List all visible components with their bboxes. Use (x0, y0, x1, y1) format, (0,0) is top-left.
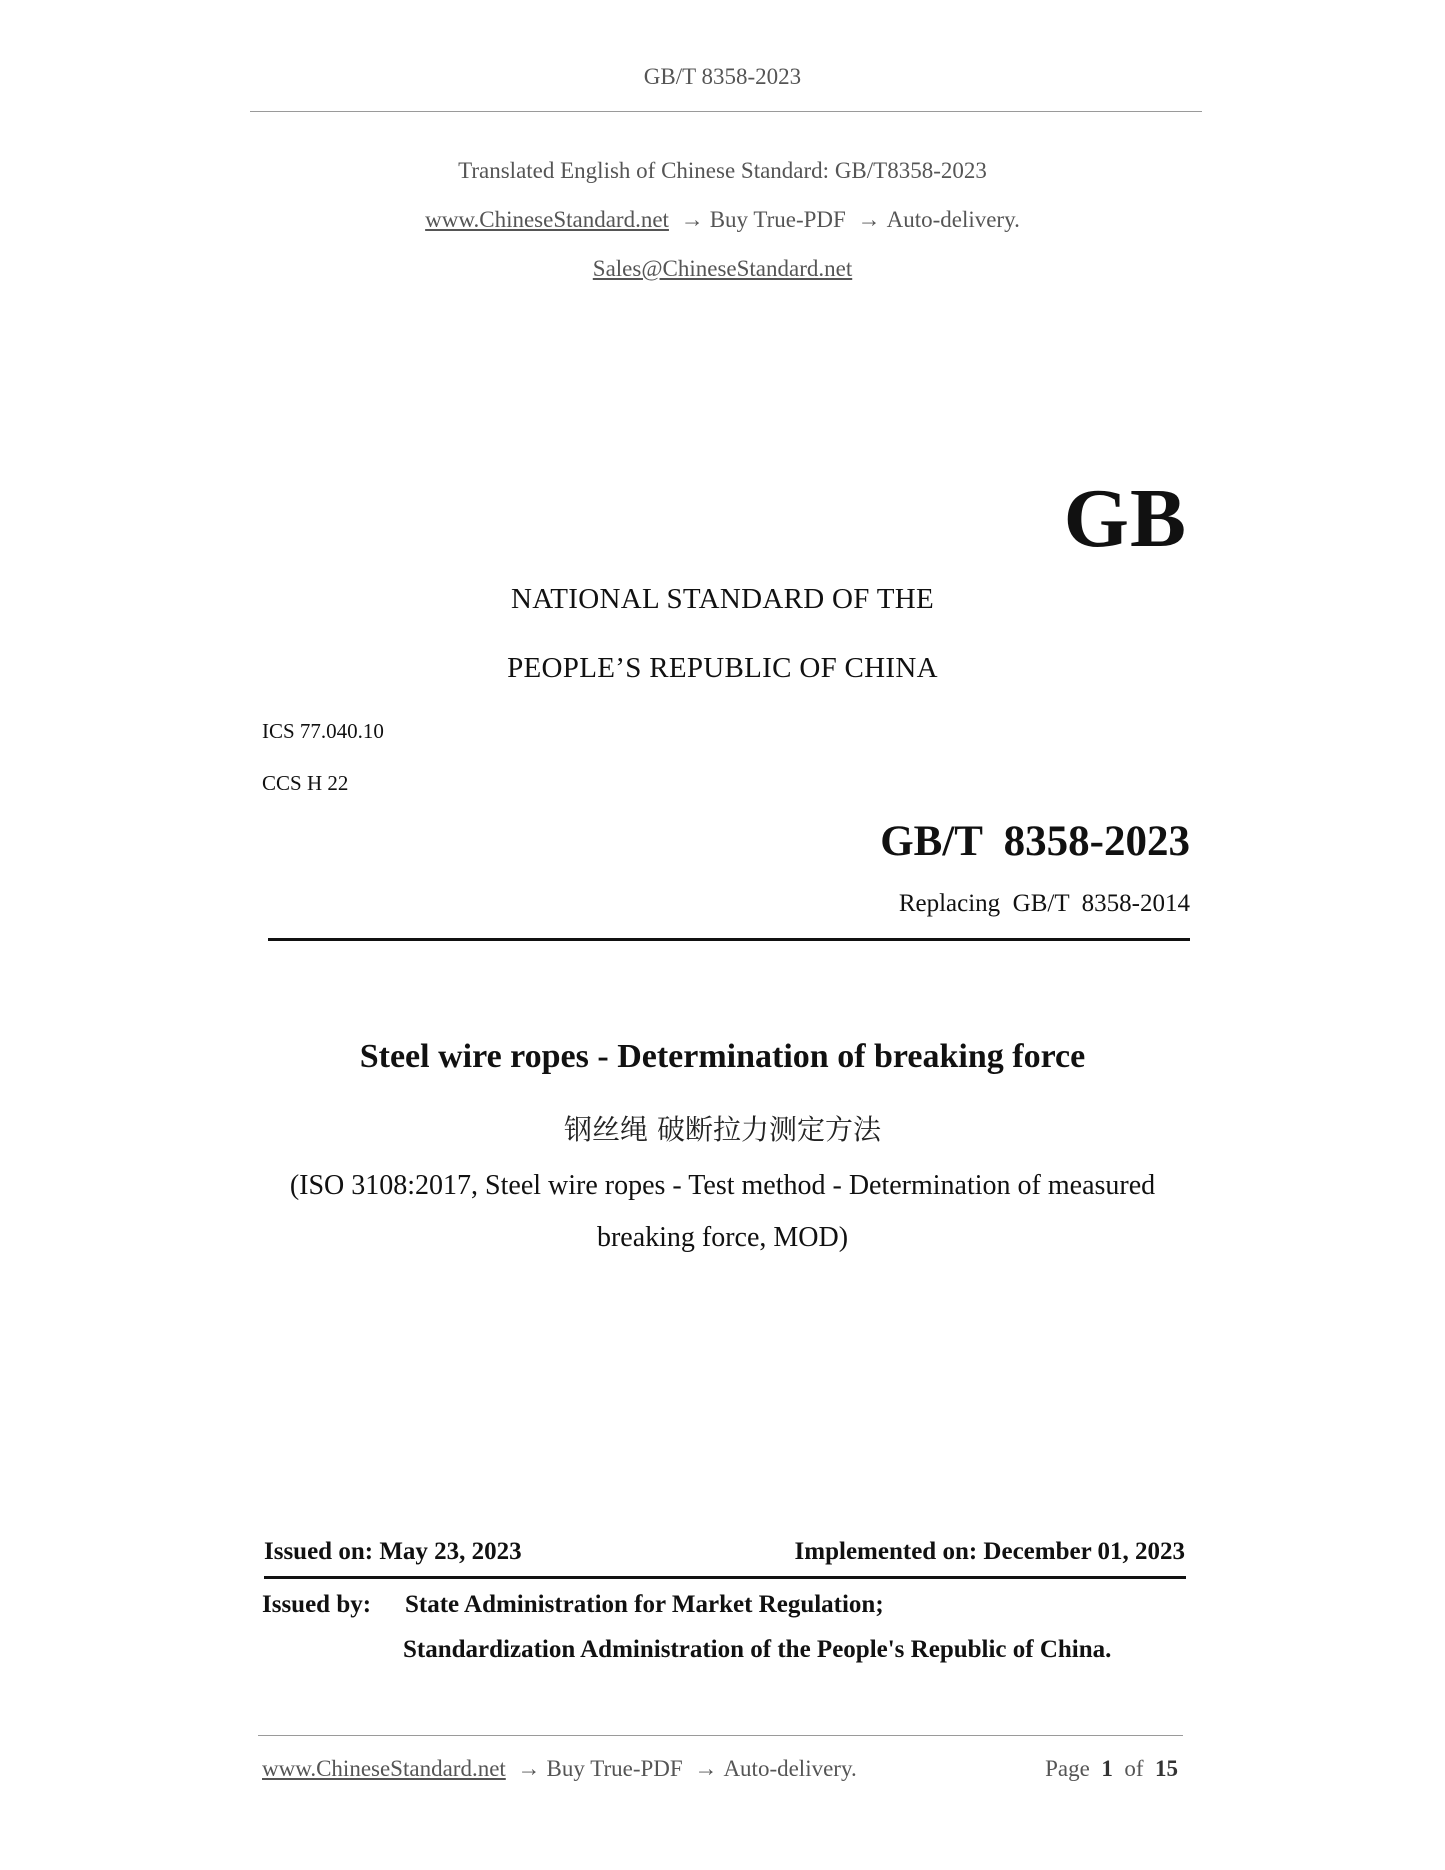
arrow-right-icon: → (680, 207, 704, 232)
footer-auto-delivery-text: Auto-delivery. (723, 1756, 857, 1781)
implemented-on-date: Implemented on: December 01, 2023 (794, 1538, 1185, 1565)
buy-pdf-text: Buy True-PDF (709, 207, 846, 232)
replacing-standard: Replacing GB/T 8358-2014 (898, 890, 1190, 917)
page-total: 15 (1155, 1756, 1178, 1781)
national-standard-line-2: PEOPLE’S REPUBLIC OF CHINA (507, 652, 938, 684)
header-divider (250, 111, 1202, 112)
purchase-line (0, 207, 1445, 233)
email-line (0, 256, 1445, 282)
footer-divider (258, 1735, 1183, 1736)
page-current: 1 (1101, 1756, 1113, 1781)
auto-delivery-text: Auto-delivery. (886, 207, 1020, 232)
page-label: Page (1045, 1756, 1090, 1781)
footer-purchase-line (262, 1756, 857, 1782)
gb-mark: GB (1063, 472, 1187, 565)
issuer-sac: Standardization Administration of the People's Republic of China. (403, 1636, 1112, 1663)
issuer-samr: State Administration for Market Regulation; (405, 1591, 884, 1618)
page-indicator (1045, 1756, 1178, 1782)
translation-notice: Translated English of Chinese Standard: GB/T8358-2023 (458, 158, 987, 183)
sales-email-link[interactable]: Sales@ChineseStandard.net (592, 256, 853, 281)
issued-on-date: Issued on: May 23, 2023 (264, 1538, 522, 1565)
running-header: GB/T 8358-2023 (643, 64, 802, 89)
ccs-code: CCS H 22 (262, 771, 349, 795)
ics-code: ICS 77.040.10 (262, 719, 384, 743)
arrow-right-icon: → (694, 1756, 718, 1781)
document-title-english: Steel wire ropes - Determination of breaking force (359, 1038, 1086, 1075)
national-standard-line-1: NATIONAL STANDARD OF THE (511, 583, 934, 615)
footer-buy-pdf-text: Buy True-PDF (546, 1756, 683, 1781)
iso-reference-line-1: (ISO 3108:2017, Steel wire ropes - Test method - Determination of measured (289, 1170, 1156, 1201)
arrow-right-icon: → (857, 207, 881, 232)
title-divider (268, 938, 1190, 941)
issued-by-label: Issued by: (262, 1591, 372, 1618)
of-label: of (1124, 1756, 1144, 1781)
site-link[interactable]: www.ChineseStandard.net (425, 207, 669, 232)
standard-number: GB/T 8358-2023 (880, 818, 1190, 865)
issue-divider (264, 1576, 1186, 1579)
iso-reference-line-2: breaking force, MOD) (596, 1222, 849, 1253)
document-title-chinese: 钢丝绳 破断拉力测定方法 (564, 1113, 881, 1146)
arrow-right-icon: → (517, 1756, 541, 1781)
footer-site-link[interactable]: www.ChineseStandard.net (262, 1756, 506, 1781)
